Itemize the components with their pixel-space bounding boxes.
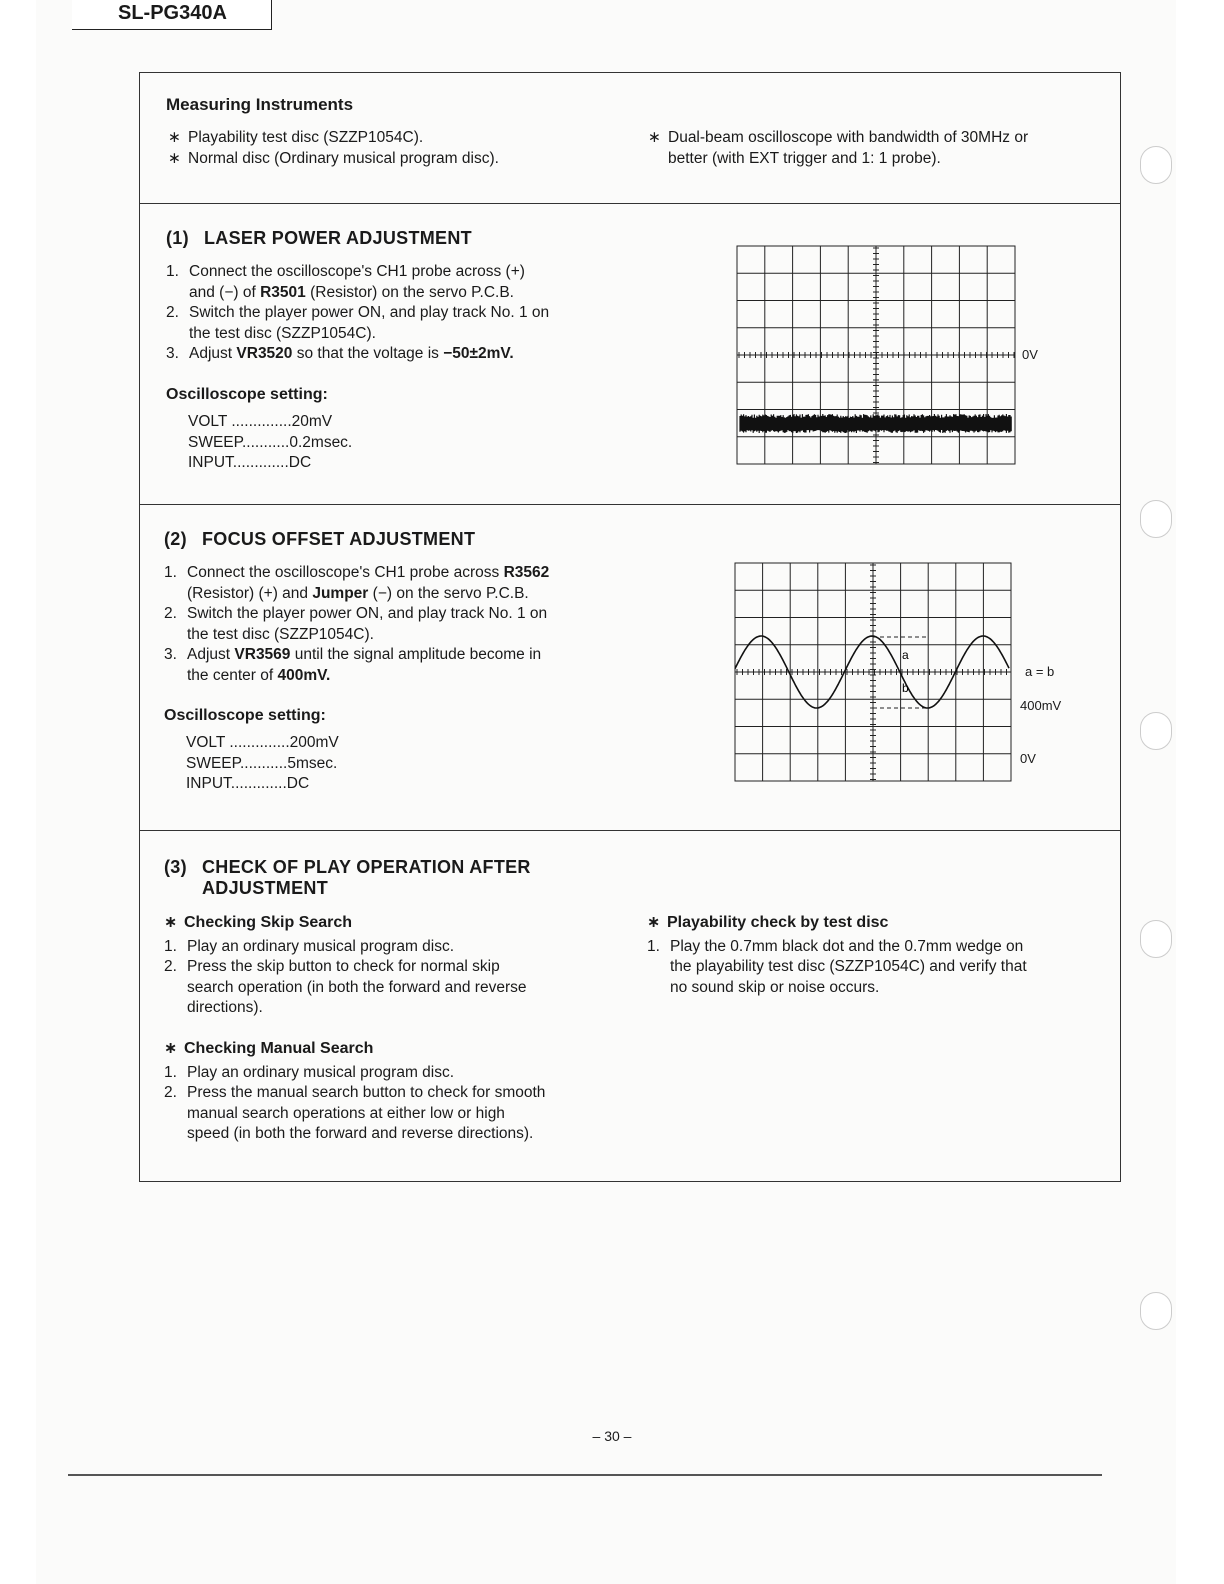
laser-power-section — [140, 204, 1120, 505]
focus-oscilloscope-graticule — [734, 562, 1016, 784]
bullet-icon: ∗ — [168, 149, 181, 167]
focus-steps — [164, 563, 634, 686]
measuring-instruments-section — [140, 73, 1120, 204]
focus-setting-title: Oscilloscope setting: — [164, 707, 326, 724]
bullet-icon: ∗ — [168, 129, 181, 146]
list-item: 2. Switch the player power ON, and play track No. 1 on the test disc (SZZP1054C). — [164, 605, 548, 643]
list-item: 1. Play an ordinary musical program disc. — [164, 937, 455, 955]
playability-block: ∗ Playability check by test disc 1. Play the 0.7mm black dot and the 0.7mm wedge on the playability test disc (SZZP1054C) and verify that no sound skip or noise occurs. — [647, 913, 1107, 998]
list-item: 1. Connect the oscilloscope's CH1 probe across (+) and (−) of R3501 (Resistor) on the servo P.C.B. — [166, 263, 525, 301]
play-check-heading: (3) CHECK OF PLAY OPERATION AFTER ADJUSTMENT — [164, 857, 531, 898]
skip-search-title: Checking Skip Search — [184, 914, 353, 931]
play-check-section — [140, 831, 1120, 1181]
page-number: – 30 – — [592, 1428, 632, 1444]
list-item: ∗ Playability test disc (SZZP1054C). — [168, 128, 499, 149]
model-number: SL-PG340A — [72, 0, 272, 30]
bullet-icon: ∗ — [648, 129, 661, 146]
laser-setting-values: VOLT ..............20mV SWEEP...........0.2msec. INPUT.............DC — [188, 413, 353, 471]
label-b: b — [902, 681, 909, 695]
focus-ab-label: a = b — [1025, 664, 1055, 679]
binder-hole — [1140, 146, 1172, 184]
list-item: 2. Press the skip button to check for normal skip search operation (in both the forward and reverse directions). — [164, 958, 527, 1016]
list-item: 3. Adjust VR3569 until the signal amplitude become in the center of 400mV. — [164, 646, 542, 684]
laser-steps — [166, 262, 636, 365]
focus-0v-label: 0V — [1020, 751, 1036, 766]
binder-hole — [1140, 500, 1172, 538]
skip-search-block: ∗ Checking Skip Search 1. Play an ordinary musical program disc. 2. Press the skip button to check for normal skip search operation (in both the forward and reverse directions). — [164, 913, 634, 1019]
laser-0v-label: 0V — [1022, 347, 1038, 362]
list-item: 2. Switch the player power ON, and play track No. 1 on the test disc (SZZP1054C). — [166, 304, 550, 342]
focus-offset-heading: (2) FOCUS OFFSET ADJUSTMENT — [164, 529, 476, 549]
binder-hole — [1140, 920, 1172, 958]
label-a: a — [902, 648, 909, 662]
focus-offset-section — [140, 505, 1120, 831]
measuring-left-list — [168, 128, 499, 169]
list-item: 2. Press the manual search button to check for smooth manual search operations at either low or high speed (in both the forward and reverse directions). — [164, 1084, 546, 1142]
focus-400mv-label: 400mV — [1020, 698, 1062, 713]
binder-hole — [1140, 1292, 1172, 1330]
list-item: 1. Play an ordinary musical program disc. — [164, 1063, 455, 1081]
bottom-divider — [68, 1474, 1102, 1476]
list-item: 1. Play the 0.7mm black dot and the 0.7mm wedge on the playability test disc (SZZP1054C) and verify that no sound skip or noise occurs. — [647, 937, 1027, 996]
laser-power-heading: (1) LASER POWER ADJUSTMENT — [166, 228, 472, 248]
laser-oscilloscope-graticule — [736, 245, 1018, 467]
list-item: 1. Connect the oscilloscope's CH1 probe across R3562 (Resistor) (+) and Jumper (−) on the servo P.C.B. — [164, 564, 550, 602]
measuring-right-item: ∗ Dual-beam oscilloscope with bandwidth of 30MHz or better (with EXT trigger and 1: 1 probe). — [648, 129, 1029, 167]
list-item: ∗ Normal disc (Ordinary musical program disc). — [168, 149, 499, 170]
binder-hole — [1140, 712, 1172, 750]
adjustment-frame — [139, 72, 1121, 1182]
manual-search-title: Checking Manual Search — [184, 1040, 374, 1057]
playability-title: Playability check by test disc — [667, 914, 889, 931]
manual-search-block: ∗ Checking Manual Search 1. Play an ordinary musical program disc. 2. Press the manual search button to check for smooth manual search operations at either low or high speed (in both the forward and reverse directions). — [164, 1039, 634, 1145]
list-item: 3. Adjust VR3520 so that the voltage is −50±2mV. — [166, 345, 514, 362]
laser-setting-title: Oscilloscope setting: — [166, 386, 328, 403]
measuring-title: Measuring Instruments — [166, 95, 354, 114]
focus-setting-values: VOLT ..............200mV SWEEP...........5msec. INPUT.............DC — [186, 734, 339, 792]
